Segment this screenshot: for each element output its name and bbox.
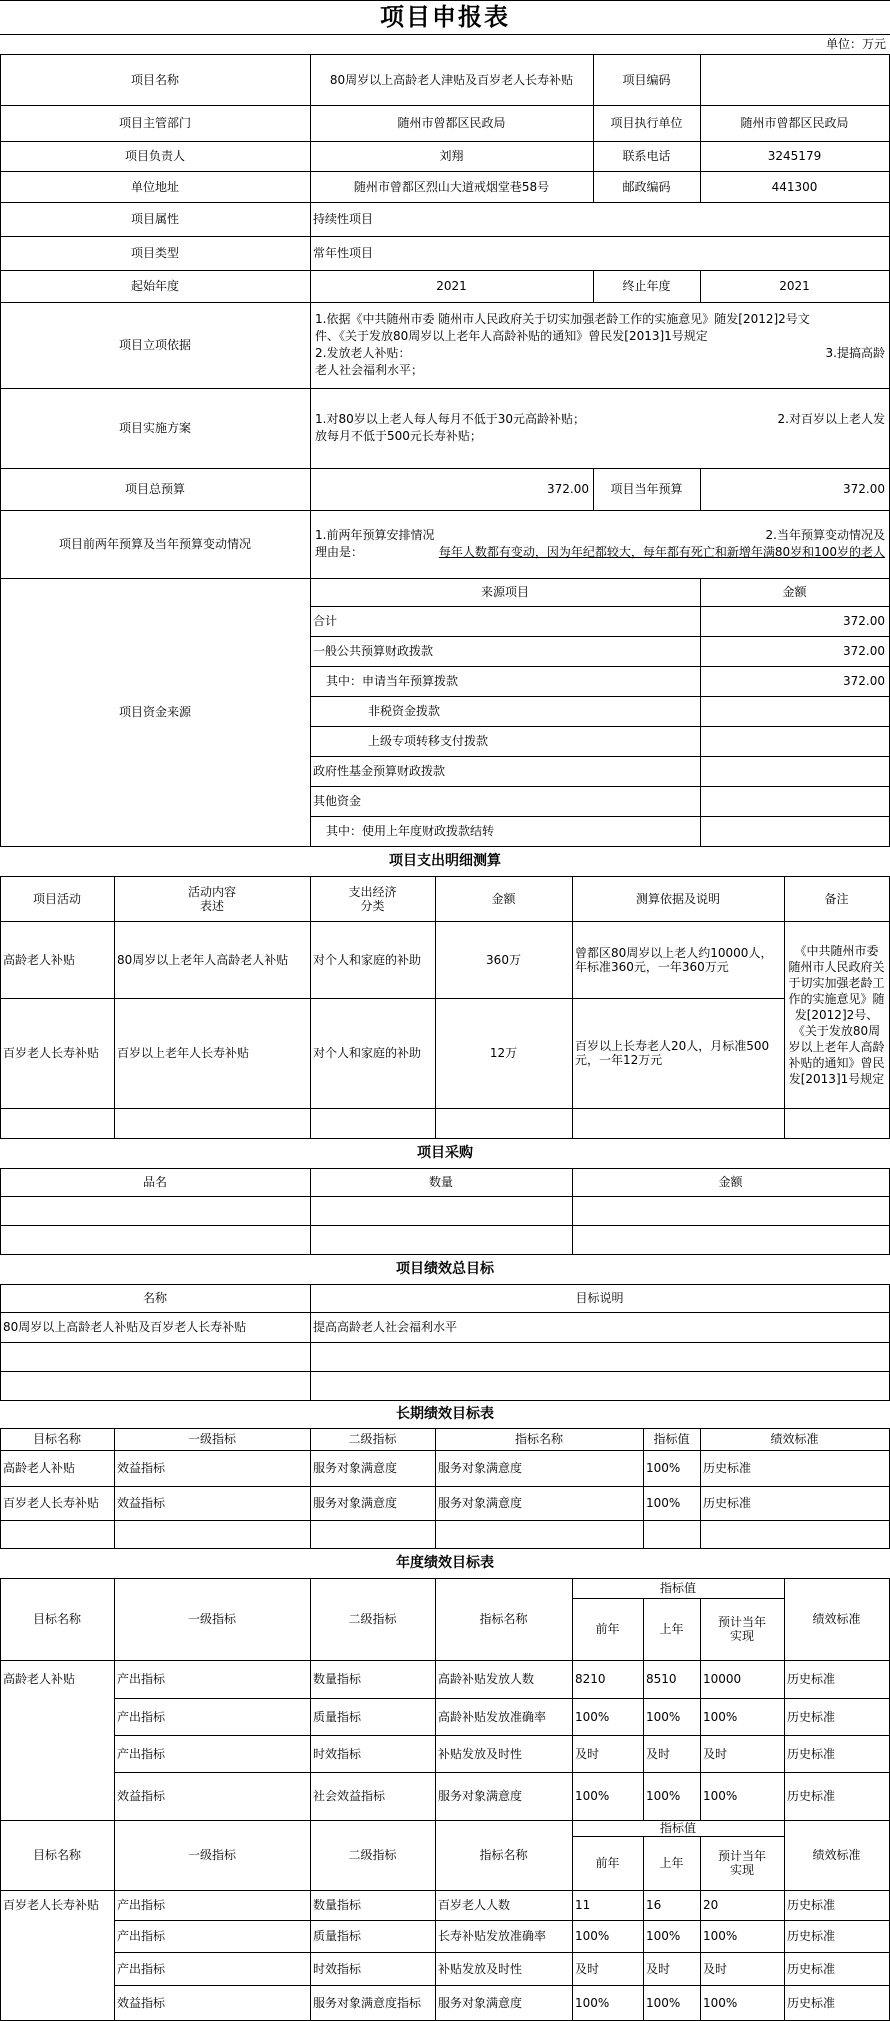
annual-cell: 高龄老人补贴 — [3, 1672, 76, 1686]
budget-change-text — [312, 510, 889, 578]
annual-header-plan: 预计当年 实现 — [717, 1849, 766, 1877]
project-name-label: 项目名称 — [130, 72, 179, 87]
annual-cell: 历史标准 — [787, 1789, 836, 1803]
annual-header-value: 指标值 — [659, 1581, 696, 1595]
grid-line — [0, 1168, 1, 1255]
funding-amount-value — [700, 816, 889, 846]
annual-cell: 100% — [646, 1709, 681, 1724]
grid-line — [700, 1598, 701, 1661]
annual-cell: 8210 — [575, 1672, 606, 1686]
basis-text — [312, 302, 889, 388]
longterm-cell: 100% — [646, 1461, 681, 1475]
grid-line — [435, 1428, 436, 1549]
expense-activity: 百岁老人长寿补贴 — [3, 1046, 100, 1060]
grid-line — [700, 141, 701, 172]
annual-cell: 历史标准 — [787, 1961, 836, 1976]
longterm-header-3: 指标名称 — [514, 1432, 563, 1446]
text-line: 1.前两年预算安排情况 — [315, 528, 435, 542]
project-type-value: 常年性项目 — [313, 246, 374, 260]
annual-cell: 高龄补贴发放人数 — [438, 1672, 535, 1686]
grid-line — [310, 202, 311, 237]
grid-line — [572, 1836, 785, 1837]
funding-source-row: 一般公共预算财政拨款 — [313, 644, 434, 658]
funding-source-row: 非税资金拨款 — [368, 704, 441, 718]
grid-line — [0, 141, 1, 172]
annual-header-level1: 一级指标 — [187, 1612, 236, 1626]
annual-header-goal: 目标名称 — [32, 1848, 81, 1862]
annual-cell — [0, 1698, 114, 1735]
grid-line — [0, 1820, 1, 1891]
grid-line — [784, 1660, 785, 1821]
grid-line — [114, 1578, 115, 1661]
text-line: 2.对百岁以上老人发 — [777, 412, 885, 426]
expense-header-3: 金额 — [491, 891, 516, 906]
grid-line — [310, 876, 311, 1139]
grid-line — [700, 171, 701, 203]
longterm-cell: 服务对象满意度 — [438, 1461, 523, 1475]
plan-text — [312, 388, 889, 468]
annual-cell: 100% — [575, 1789, 610, 1803]
grid-line — [0, 1520, 890, 1521]
total-budget-value: 372.00 — [547, 482, 589, 496]
grid-line — [643, 1836, 644, 1891]
grid-line — [0, 1428, 1, 1549]
annual-cell — [0, 1772, 114, 1820]
grid-line — [310, 1820, 311, 1891]
annual-cell: 时效指标 — [313, 1746, 362, 1761]
grid-line — [0, 510, 1, 579]
end-year-value: 2021 — [779, 279, 810, 293]
grid-line — [0, 1108, 890, 1109]
procurement-header-1: 数量 — [428, 1175, 453, 1189]
grid-line — [0, 236, 1, 271]
longterm-cell: 高龄老人补贴 — [3, 1461, 76, 1475]
funding-source-row: 上级专项转移支付拨款 — [368, 734, 489, 748]
expense-header-2: 支出经济 分类 — [348, 884, 397, 913]
grid-line — [310, 1168, 311, 1255]
annual-cell: 100% — [703, 1789, 738, 1803]
expense-header-4: 测算依据及说明 — [635, 891, 720, 906]
longterm-header-0: 目标名称 — [32, 1432, 81, 1446]
funding-amount-value — [700, 786, 889, 816]
grid-line — [0, 1660, 1, 1821]
department-label: 项目主管部门 — [118, 116, 191, 130]
grid-line — [0, 1342, 890, 1343]
grid-line — [700, 578, 701, 847]
annual-cell: 时效指标 — [313, 1961, 362, 1976]
annual-cell: 社会效益指标 — [313, 1789, 386, 1803]
grid-line — [0, 876, 1, 1139]
annual-cell: 100% — [646, 1995, 681, 2010]
funding-source-row: 合计 — [313, 614, 338, 628]
grid-line — [0, 1196, 890, 1197]
expense-basis: 曾都区80周岁以上老人约10000人，年标准360元，一年360万元 — [575, 945, 773, 974]
grid-line — [643, 1598, 644, 1661]
expense-header-1: 活动内容 表述 — [187, 884, 236, 913]
grid-line — [643, 1428, 644, 1549]
project-name-value: 80周岁以上高龄老人津贴及百岁老人长寿补贴 — [329, 72, 574, 87]
grid-line — [114, 1660, 115, 1821]
start-year-value: 2021 — [436, 279, 467, 293]
annual-cell: 及时 — [575, 1746, 600, 1761]
grid-line — [0, 54, 1, 106]
text-line: 每年人数都有变动，因为年纪都较大，每年都有死亡和新增年满80岁和100岁的老人 — [438, 545, 885, 559]
grid-line — [0, 578, 1, 847]
annual-cell — [0, 1735, 114, 1772]
grid-line — [310, 141, 311, 172]
code-value — [700, 54, 889, 105]
annual-header-goal: 目标名称 — [32, 1612, 81, 1626]
annual-cell: 产出指标 — [117, 1929, 166, 1943]
overall-goal-desc-header: 目标说明 — [575, 1291, 624, 1305]
expense-activity: 高龄老人补贴 — [3, 952, 76, 967]
current-budget-label: 项目当年预算 — [610, 482, 683, 496]
grid-line — [0, 270, 1, 303]
grid-line — [310, 1890, 311, 2021]
overall-goal-section-title: 项目绩效总目标 — [396, 1261, 494, 1277]
grid-line — [310, 270, 311, 303]
funding-amount-value: 372.00 — [843, 644, 885, 658]
grid-line — [310, 105, 311, 142]
longterm-cell: 效益指标 — [117, 1461, 166, 1475]
annual-cell: 历史标准 — [787, 1672, 836, 1686]
annual-cell: 服务对象满意度 — [438, 1789, 523, 1803]
annual-cell: 产出指标 — [117, 1709, 166, 1724]
address-label: 单位地址 — [130, 179, 179, 194]
expense-note: 《中共随州市委 随州市人民政府关于切实加强老龄工作的实施意见》随发[2012]2号、《关于发放80周岁以上老年人高龄补贴的通知》曾民发[2013]1号规定 — [788, 943, 885, 1086]
annual-header-prev1: 上年 — [659, 1856, 684, 1870]
basis-label: 项目立项依据 — [118, 338, 191, 352]
grid-line — [310, 388, 311, 469]
end-year-label: 终止年度 — [622, 279, 671, 293]
grid-line — [310, 510, 311, 579]
grid-line — [310, 302, 311, 389]
longterm-header-4: 指标值 — [653, 1432, 690, 1446]
grid-line — [310, 578, 311, 847]
annual-cell: 100% — [646, 1929, 681, 1943]
grid-line — [310, 54, 311, 106]
annual-header-level2: 二级指标 — [348, 1612, 397, 1626]
annual-cell: 服务对象满意度 — [438, 1995, 523, 2010]
grid-line — [0, 388, 1, 469]
annual-cell: 数量指标 — [313, 1898, 362, 1912]
funding-source-row: 其中：使用上年度财政拨款结转 — [326, 824, 495, 838]
grid-line — [572, 876, 573, 1139]
longterm-cell: 历史标准 — [703, 1461, 752, 1475]
funding-amount-value — [700, 726, 889, 756]
annual-cell: 高龄补贴发放准确率 — [438, 1709, 547, 1724]
annual-cell: 及时 — [646, 1746, 671, 1761]
annual-cell: 补贴发放及时性 — [438, 1746, 523, 1761]
annual-header-level1: 一级指标 — [187, 1848, 236, 1862]
annual-header-indicator: 指标名称 — [479, 1848, 528, 1862]
annual-cell: 11 — [575, 1898, 591, 1912]
page-title: 项目申报表 — [380, 3, 510, 31]
text-line: 1.对80岁以上老人每人每月不低于30元高龄补贴； — [315, 412, 585, 426]
annual-cell: 服务对象满意度指标 — [313, 1995, 422, 2010]
grid-line — [572, 1578, 573, 1661]
annual-cell: 产出指标 — [117, 1961, 166, 1976]
annual-cell — [0, 1920, 114, 1952]
grid-line — [572, 1168, 573, 1255]
text-line: 件、《关于发放80周岁以上老年人高龄补贴的通知》曾民发[2013]1号规定 — [315, 329, 708, 343]
project-attribute-value: 持续性项目 — [313, 212, 374, 226]
grid-line — [593, 171, 594, 203]
procurement-header-0: 品名 — [142, 1175, 167, 1189]
annual-cell: 100% — [575, 1995, 610, 2010]
grid-line — [700, 270, 701, 303]
expense-content: 80周岁以上老年人高龄老人补贴 — [117, 952, 289, 967]
annual-cell: 补贴发放及时性 — [438, 1961, 523, 1976]
unit-label: 单位：万元 — [825, 37, 886, 51]
funding-source-label: 项目资金来源 — [118, 705, 191, 719]
text-line: 理由是： — [315, 545, 364, 559]
expense-content: 百岁以上老年人长寿补贴 — [117, 1046, 250, 1060]
longterm-section-title: 长期绩效目标表 — [396, 1406, 494, 1422]
grid-line — [435, 1660, 436, 1821]
annual-cell: 10000 — [703, 1672, 742, 1686]
annual-header-standard: 绩效标准 — [812, 1612, 861, 1626]
annual-cell: 及时 — [703, 1746, 728, 1761]
expense-amount: 12万 — [489, 1046, 518, 1060]
annual-cell — [0, 1952, 114, 1985]
funding-amount-value — [700, 756, 889, 786]
grid-line — [700, 1428, 701, 1549]
annual-header-plan: 预计当年 实现 — [717, 1615, 766, 1643]
grid-line — [310, 171, 311, 203]
grid-line — [700, 54, 701, 106]
expense-basis: 百岁以上长寿老人20人，月标准500元，一年12万元 — [575, 1039, 770, 1067]
annual-cell: 20 — [703, 1898, 719, 1912]
start-year-label: 起始年度 — [130, 279, 179, 293]
annual-cell: 100% — [646, 1789, 681, 1803]
text-line: 2.发放老人补贴： — [315, 346, 411, 360]
grid-line — [0, 105, 1, 142]
grid-line — [0, 302, 1, 389]
funding-source-header: 来源项目 — [480, 585, 529, 599]
grid-line — [572, 1598, 785, 1599]
expense-category: 对个人和家庭的补助 — [313, 1046, 422, 1060]
expense-header-5: 备注 — [824, 891, 849, 906]
grid-line — [572, 1890, 573, 2021]
grid-line — [310, 1660, 311, 1821]
responsible-person-label: 项目负责人 — [124, 149, 185, 163]
longterm-cell: 百岁老人长寿补贴 — [3, 1496, 100, 1510]
grid-line — [310, 1578, 311, 1661]
grid-line — [700, 468, 701, 511]
grid-line — [0, 171, 1, 203]
total-budget-label: 项目总预算 — [124, 482, 185, 496]
grid-line — [593, 141, 594, 172]
funding-source-row: 其中：申请当年预算拨款 — [326, 674, 459, 688]
grid-line — [0, 202, 1, 237]
grid-line — [0, 468, 1, 511]
annual-cell: 历史标准 — [787, 1709, 836, 1724]
grid-line — [700, 1890, 701, 2021]
funding-amount-value: 372.00 — [843, 614, 885, 628]
grid-line — [435, 876, 436, 1139]
grid-line — [593, 468, 594, 511]
annual-cell: 8510 — [646, 1672, 677, 1686]
funding-amount-value: 372.00 — [843, 674, 885, 688]
longterm-cell: 100% — [646, 1496, 681, 1510]
text-line: 老人社会福利水平； — [315, 363, 424, 377]
exec-value: 随州市曾都区民政局 — [740, 116, 849, 130]
annual-cell: 16 — [646, 1898, 662, 1912]
longterm-header-5: 绩效标准 — [770, 1432, 819, 1446]
annual-cell: 百岁老人长寿补贴 — [3, 1898, 100, 1912]
phone-label: 联系电话 — [622, 149, 671, 163]
annual-cell: 及时 — [646, 1961, 671, 1976]
grid-line — [572, 1820, 573, 1891]
funding-source-row: 政府性基金预算财政拨款 — [313, 764, 446, 778]
funding-source-row: 其他资金 — [313, 794, 362, 808]
annual-header-standard: 绩效标准 — [812, 1848, 861, 1862]
grid-line — [643, 1660, 644, 1821]
annual-cell: 效益指标 — [117, 1789, 166, 1803]
grid-line — [700, 1836, 701, 1891]
annual-header-prev2: 前年 — [595, 1622, 620, 1636]
grid-line — [435, 1820, 436, 1891]
grid-line — [0, 1890, 1, 2021]
annual-cell: 质量指标 — [313, 1709, 362, 1724]
text-line: 1.依据《中共随州市委 随州市人民政府关于切实加强老龄工作的实施意见》随发[2012]2号文 — [315, 312, 810, 326]
address-value: 随州市曾都区烈山大道戒烟堂巷58号 — [353, 179, 550, 194]
longterm-cell: 服务对象满意度 — [313, 1461, 398, 1475]
funding-amount-header: 金额 — [782, 585, 807, 599]
annual-cell: 质量指标 — [313, 1929, 362, 1943]
overall-goal-name-header: 名称 — [142, 1291, 167, 1305]
grid-line — [310, 236, 311, 271]
annual-cell: 100% — [575, 1929, 610, 1943]
grid-line — [593, 54, 594, 106]
annual-cell: 100% — [703, 1929, 738, 1943]
responsible-person-value: 刘翔 — [439, 149, 464, 163]
annual-cell: 100% — [575, 1709, 610, 1724]
grid-line — [310, 1428, 311, 1549]
grid-line — [0, 1225, 890, 1226]
longterm-cell: 历史标准 — [703, 1496, 752, 1510]
grid-line — [114, 876, 115, 1139]
annual-cell: 长寿补贴发放准确率 — [438, 1929, 547, 1943]
exec-label: 项目执行单位 — [610, 116, 683, 130]
grid-line — [643, 1890, 644, 2021]
grid-line — [700, 1660, 701, 1821]
code-label: 项目编码 — [622, 72, 671, 87]
grid-line — [784, 876, 785, 1139]
annual-cell: 100% — [703, 1709, 738, 1724]
longterm-header-2: 二级指标 — [348, 1432, 397, 1446]
budget-change-label: 项目前两年预算及当年预算变动情况 — [58, 537, 251, 551]
annual-header-prev2: 前年 — [595, 1856, 620, 1870]
department-value: 随州市曾都区民政局 — [397, 116, 506, 130]
annual-cell: 产出指标 — [117, 1672, 166, 1686]
annual-cell: 100% — [703, 1995, 738, 2010]
current-budget-value: 372.00 — [843, 482, 885, 496]
longterm-cell: 效益指标 — [117, 1496, 166, 1510]
overall-goal-name: 80周岁以上高龄老人补贴及百岁老人长寿补贴 — [3, 1320, 247, 1334]
grid-line — [572, 1660, 573, 1821]
grid-line — [310, 1284, 311, 1401]
procurement-section-title: 项目采购 — [417, 1145, 473, 1161]
annual-cell: 历史标准 — [787, 1995, 836, 2010]
annual-cell: 数量指标 — [313, 1672, 362, 1686]
annual-cell: 百岁老人人数 — [438, 1898, 511, 1912]
overall-goal-desc: 提高高龄老人社会福利水平 — [313, 1320, 458, 1334]
zip-label: 邮政编码 — [622, 179, 671, 194]
annual-cell: 历史标准 — [787, 1929, 836, 1943]
annual-cell: 历史标准 — [787, 1746, 836, 1761]
grid-line — [114, 1890, 115, 2021]
grid-line — [435, 1578, 436, 1661]
grid-line — [114, 1820, 115, 1891]
grid-line — [593, 270, 594, 303]
annual-section-title: 年度绩效目标表 — [396, 1555, 494, 1571]
grid-line — [784, 1820, 785, 1891]
text-line: 2.当年预算变动情况及 — [765, 528, 885, 542]
grid-line — [0, 1578, 1, 1661]
annual-cell: 产出指标 — [117, 1898, 166, 1912]
zip-value: 441300 — [771, 179, 818, 194]
grid-line — [0, 1371, 890, 1372]
grid-line — [0, 1486, 890, 1487]
annual-cell: 历史标准 — [787, 1898, 836, 1912]
annual-cell: 及时 — [575, 1961, 600, 1976]
annual-cell: 产出指标 — [117, 1746, 166, 1761]
grid-line — [435, 1890, 436, 2021]
longterm-cell: 服务对象满意度 — [313, 1496, 398, 1510]
plan-label: 项目实施方案 — [118, 421, 191, 435]
funding-amount-value — [700, 696, 889, 726]
annual-header-level2: 二级指标 — [348, 1848, 397, 1862]
expense-header-0: 项目活动 — [32, 891, 81, 906]
grid-line — [114, 1428, 115, 1549]
grid-line — [784, 1578, 785, 1661]
expense-category: 对个人和家庭的补助 — [313, 952, 422, 967]
phone-value: 3245179 — [767, 149, 822, 163]
project-attribute-label: 项目属性 — [130, 212, 179, 226]
annual-header-indicator: 指标名称 — [479, 1612, 528, 1626]
project-type-label: 项目类型 — [130, 246, 179, 260]
grid-line — [700, 105, 701, 142]
annual-cell: 效益指标 — [117, 1995, 166, 2010]
longterm-cell: 服务对象满意度 — [438, 1496, 523, 1510]
text-line: 放每月不低于500元长寿补贴； — [315, 429, 482, 443]
grid-line — [784, 1890, 785, 2021]
grid-line — [0, 1284, 1, 1401]
expense-amount: 360万 — [486, 952, 521, 967]
text-line: 3.提搞高龄 — [825, 346, 885, 360]
annual-cell: 及时 — [703, 1961, 728, 1976]
grid-line — [593, 105, 594, 142]
annual-cell — [0, 1985, 114, 2020]
longterm-header-1: 一级指标 — [187, 1432, 236, 1446]
procurement-header-2: 金额 — [718, 1175, 743, 1189]
grid-line — [310, 468, 311, 511]
annual-header-prev1: 上年 — [659, 1622, 684, 1636]
annual-header-value: 指标值 — [659, 1821, 696, 1835]
expense-section-title: 项目支出明细测算 — [389, 853, 501, 869]
